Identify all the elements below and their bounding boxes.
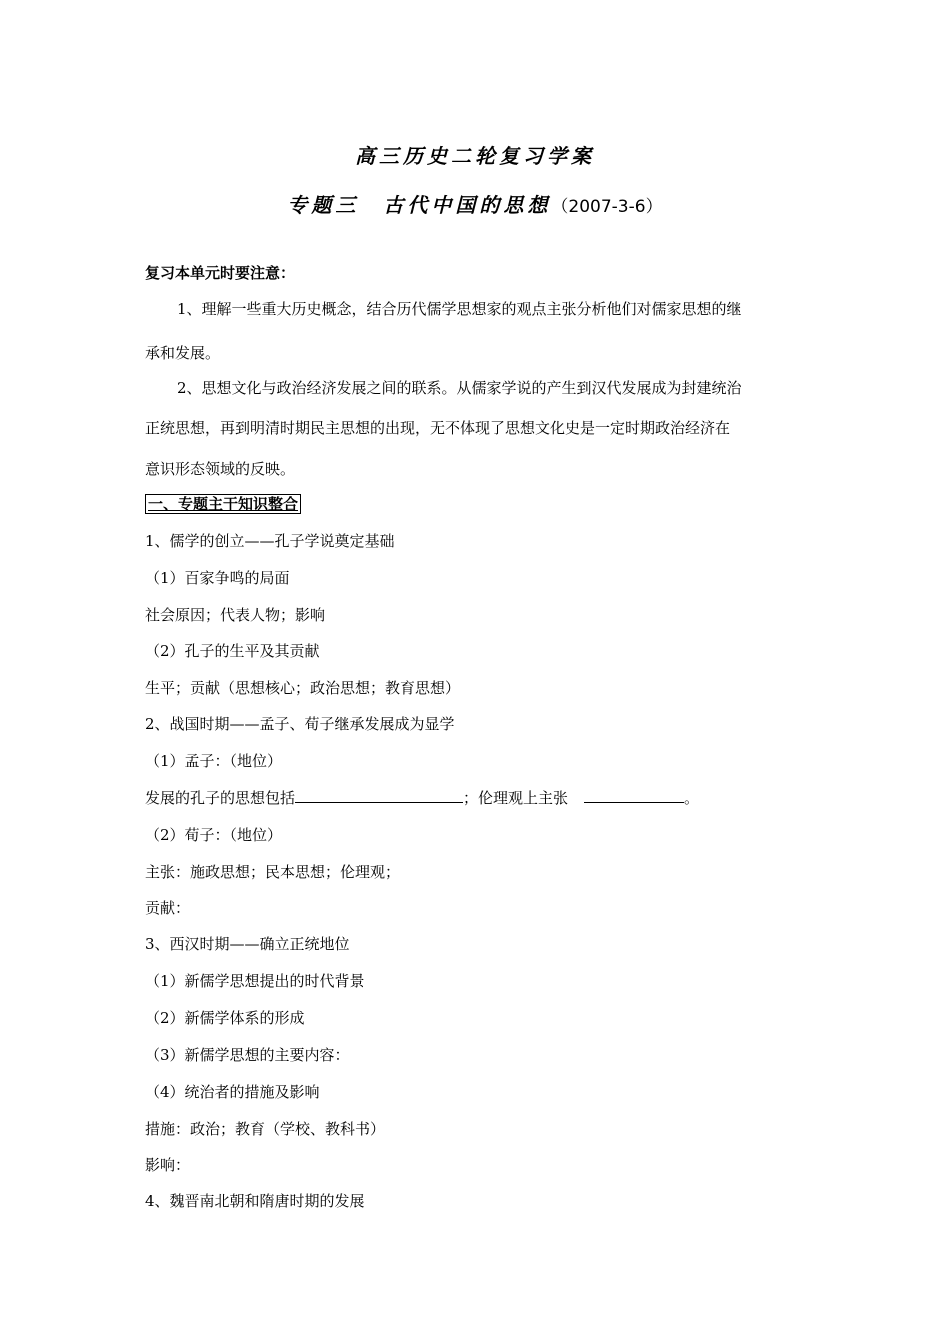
item-s1-2: （2）孔子的生平及其贡献 [145,642,320,660]
section-heading-text: 一、专题主干知识整合 [145,494,301,514]
notice-1-line-1: 1、理解一些重大历史概念，结合历代儒学思想家的观点主张分析他们对儒家思想的继 [177,300,742,318]
item-s2-2-detail: 主张：施政思想；民本思想；伦理观； [145,863,401,881]
item-s2-1-detail [145,788,699,808]
item-s1: 1、儒学的创立——孔子学说奠定基础 [145,532,395,550]
s2-1-detail-part-a: 发展的孔子的思想包括 [145,789,296,807]
notice-heading: 复习本单元时要注意： [145,264,296,282]
fill-in-blank-2[interactable] [584,788,684,803]
item-s3-4-effect: 影响： [145,1156,191,1174]
notice-1-line-2: 承和发展。 [145,344,221,362]
item-s1-2-detail: 生平；贡献（思想核心；政治思想；教育思想） [145,679,461,697]
item-s2-2: （2）荀子：（地位） [145,826,283,844]
item-s3-2: （2）新儒学体系的形成 [145,1009,305,1027]
notice-2-line-2: 正统思想，再到明清时期民主思想的出现，无不体现了思想文化史是一定时期政治经济在 [145,419,731,437]
s2-1-detail-part-b: ；伦理观上主张 [463,789,569,807]
document-subtitle [0,189,950,218]
item-s3-3: （3）新儒学思想的主要内容： [145,1046,350,1064]
fill-in-blank-1[interactable] [295,788,463,803]
item-s3-4-measures: 措施：政治；教育（学校、教科书） [145,1120,386,1138]
item-s2-2-contrib: 贡献： [145,899,191,917]
subtitle-date: （2007-3-6） [551,197,663,217]
item-s4: 4、魏晋南北朝和隋唐时期的发展 [145,1192,365,1210]
item-s3: 3、西汉时期——确立正统地位 [145,935,350,953]
subtitle-text: 专题三 古代中国的思想 [287,193,552,217]
item-s3-4: （4）统治者的措施及影响 [145,1083,320,1101]
notice-2-line-3: 意识形态领域的反映。 [145,460,296,478]
notice-2-line-1: 2、思想文化与政治经济发展之间的联系。从儒家学说的产生到汉代发展成为封建统治 [177,379,742,397]
item-s1-1-detail: 社会原因；代表人物；影响 [145,606,326,624]
item-s2-1: （1）孟子：（地位） [145,752,283,770]
section-heading [145,494,301,514]
document-title: 高三历史二轮复习学案 [355,144,595,168]
item-s2: 2、战国时期——孟子、荀子继承发展成为显学 [145,715,455,733]
s2-1-detail-part-c: 。 [684,789,700,807]
item-s3-1: （1）新儒学思想提出的时代背景 [145,972,365,990]
item-s1-1: （1）百家争鸣的局面 [145,569,290,587]
